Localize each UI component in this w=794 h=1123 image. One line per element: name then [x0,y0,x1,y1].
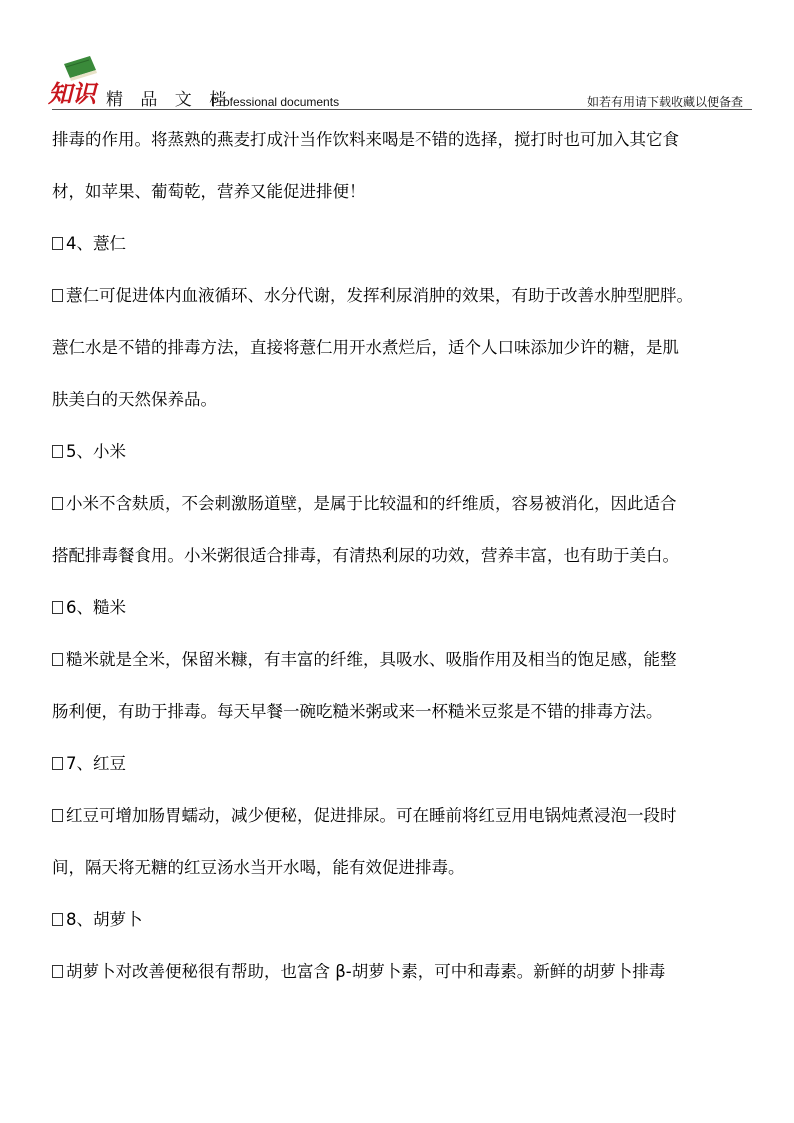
svg-text:知识: 知识 [48,79,96,108]
header-subtitle: Professional documents [211,95,340,109]
body-line [52,851,764,903]
line-text: 排毒的作用。将蒸熟的燕麦打成汁当作饮料来喝是不错的选择，搅打时也可加入其它食 [52,130,679,149]
checkbox-glyph-icon [52,913,63,926]
checkbox-glyph-icon [52,289,63,302]
body-line [52,175,764,227]
line-text: 薏仁可促进体内血液循环、水分代谢，发挥利尿消肿的效果，有助于改善水肿型肥胖。 [66,286,693,305]
checkbox-glyph-icon [52,809,63,822]
header-note: 如若有用请下载收藏以便备查 [586,95,743,109]
paragraph-start [52,955,764,1007]
line-text: 肠利便，有助于排毒。每天早餐一碗吃糙米粥或来一杯糙米豆浆是不错的排毒方法。 [52,702,663,721]
paragraph-start [52,487,764,539]
body-line [52,383,764,435]
line-text: 8、胡萝卜 [66,910,143,929]
page-header [0,0,794,112]
line-text: 红豆可增加肠胃蠕动，减少便秘，促进排尿。可在睡前将红豆用电锅炖煮浸泡一段时 [66,806,677,825]
line-text: 4、薏仁 [66,234,126,253]
line-text: 胡萝卜对改善便秘很有帮助，也富含 β-胡萝卜素，可中和毒素。新鲜的胡萝卜排毒 [66,962,666,981]
section-heading [52,435,764,487]
line-text: 肤美白的天然保养品。 [52,390,217,409]
checkbox-glyph-icon [52,965,63,978]
line-text: 糙米就是全米，保留米糠，有丰富的纤维，具吸水、吸脂作用及相当的饱足感，能整 [66,650,677,669]
section-heading [52,591,764,643]
body-line [52,539,764,591]
section-heading [52,903,764,955]
section-heading [52,227,764,279]
line-text: 5、小米 [66,442,126,461]
knowledge-logo-icon [46,52,104,108]
checkbox-glyph-icon [52,601,63,614]
line-text: 薏仁水是不错的排毒方法，直接将薏仁用开水煮烂后，适个人口味添加少许的糖，是肌 [52,338,679,357]
line-text: 7、红豆 [66,754,126,773]
document-body [52,123,764,1007]
line-text: 间，隔天将无糖的红豆汤水当开水喝，能有效促进排毒。 [52,858,465,877]
body-line [52,695,764,747]
line-text: 小米不含麸质，不会刺激肠道壁，是属于比较温和的纤维质，容易被消化，因此适合 [66,494,677,513]
checkbox-glyph-icon [52,757,63,770]
checkbox-glyph-icon [52,237,63,250]
body-line [52,123,764,175]
body-line [52,331,764,383]
line-text: 搭配排毒餐食用。小米粥很适合排毒，有清热利尿的功效，营养丰富，也有助于美白。 [52,546,679,565]
section-heading [52,747,764,799]
header-divider [52,109,752,110]
paragraph-start [52,643,764,695]
checkbox-glyph-icon [52,653,63,666]
paragraph-start [52,799,764,851]
line-text: 6、糙米 [66,598,126,617]
line-text: 材，如苹果、葡萄乾，营养又能促进排便！ [52,182,366,201]
header-title: 精 品 文 档 [106,90,233,110]
checkbox-glyph-icon [52,497,63,510]
paragraph-start [52,279,764,331]
checkbox-glyph-icon [52,445,63,458]
